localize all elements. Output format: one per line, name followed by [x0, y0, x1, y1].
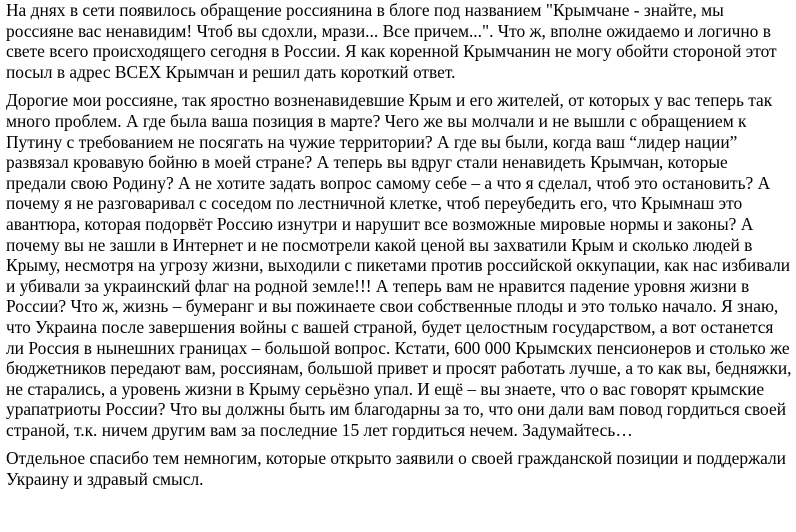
paragraph-closing: Отдельное спасибо тем немногим, которые открыто заявили о своей гражданской позиции и поддержали Украину и здравый смысл.: [6, 448, 786, 490]
article-body: [6, 0, 792, 498]
paragraph-main: Дорогие мои россияне, так яростно возненавидевшие Крым и его жителей, от которых у вас теперь так много проблем. А где была ваша позиция в марте? Чего же вы молчали и не вышли с обращением к Путину с требованием не посягать на чужие территории? А где вы были, когда ваш “лидер нации” развязал кровавую бойню в моей стране? А теперь вы вдруг стали ненавидеть Крымчан, которые предали свою Родину? А не хотите задать вопрос самому себе – а что я сделал, чтоб это остановить? А почему я не разговаривал с соседом по лестничной клетке, чтоб переубедить его, что Крымнаш это авантюра, которая подорвёт Россию изнутри и нарушит все возможные мировые нормы и законы? А почему вы не зашли в Интернет и не посмотрели какой ценой вы захватили Крым и сколько людей в Крыму, несмотря на угрозу жизни, выходили с пикетами против российской оккупации, как нас избивали и убивали за украинский флаг на родной земле!!! А теперь вам не нравится падение уровня жизни в России? Что ж, жизнь – бумеранг и вы пожинаете свои собственные плоды и это только начало. Я знаю, что Украина после завершения войны с вашей страной, будет целостным государством, а вот останется ли Россия в нынешних границах – большой вопрос. Кстати, 600 000 Крымских пенсионеров и столько же бюджетников передают вам, россиянам, большой привет и просят работать лучше, а то как вы, бедняжки, не старались, а уровень жизни в Крыму серьёзно упал. И ещё – вы знаете, что о вас говорят крымские урапатриоты России? Что вы должны быть им благодарны за то, что они дали вам повод гордиться своей страной, т.к. ничем другим вам за последние 15 лет гордиться нечем. Задумайтесь…: [6, 90, 792, 440]
paragraph-intro: На днях в сети появилось обращение россиянина в блоге под названием "Крымчане - знайте, мы россияне вас ненавидим! Чтоб вы сдохли, мрази... Все причем...". Что ж, вполне ожидаемо и логично в свете всего происходящего сегодня в России. Я как коренной Крымчанин не могу обойти стороной этот посыл в адрес ВСЕХ Крымчан и решил дать короткий ответ.: [6, 0, 777, 82]
